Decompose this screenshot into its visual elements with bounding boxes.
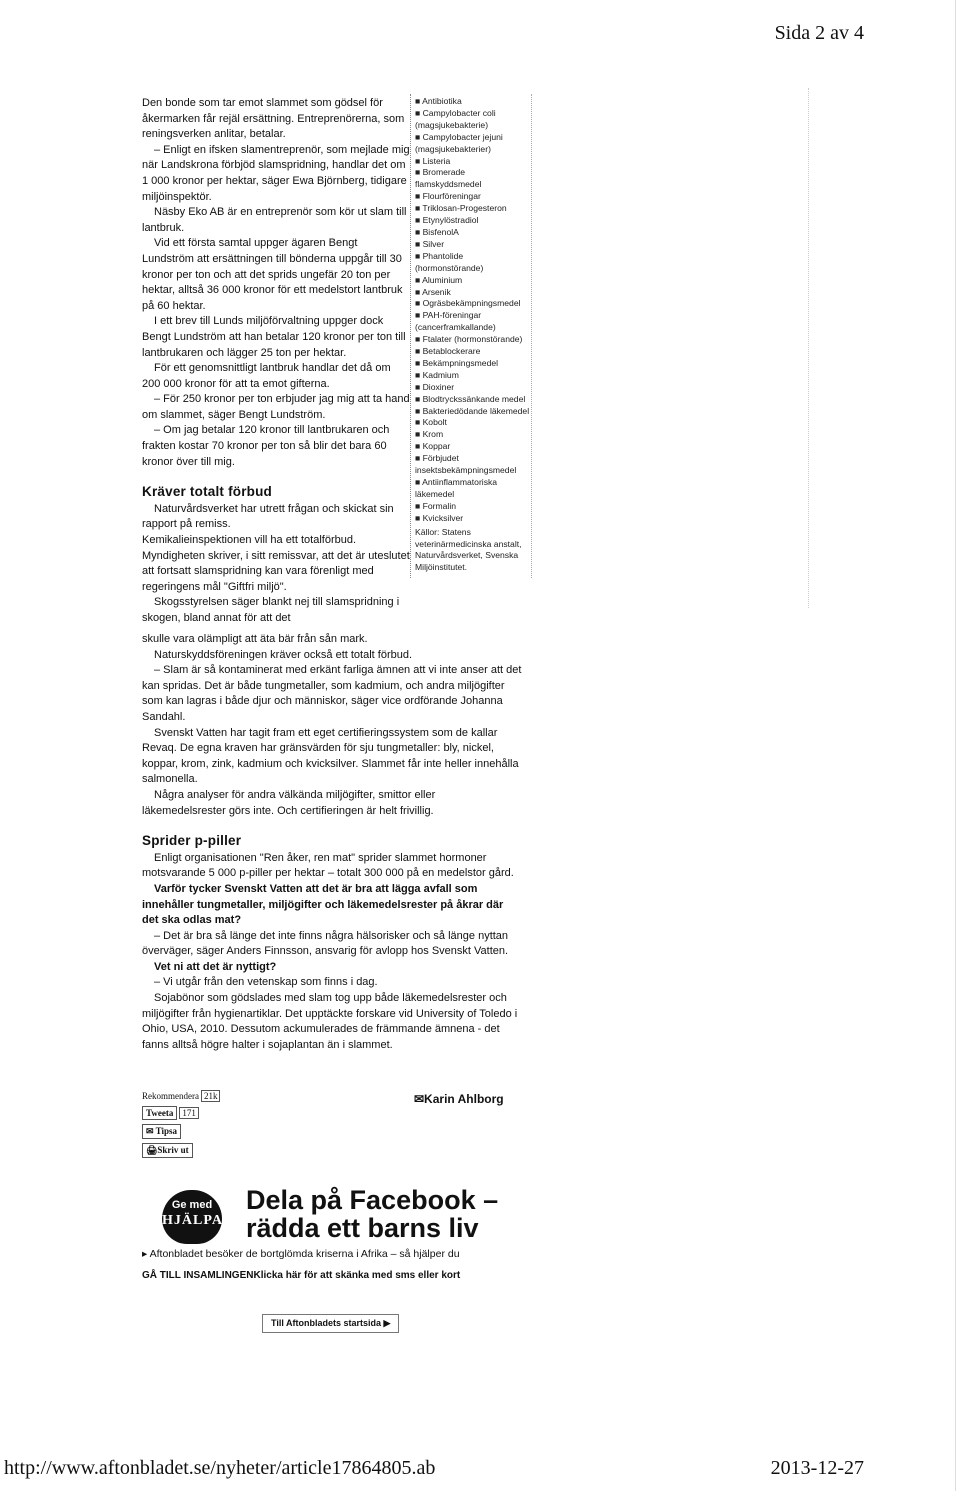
factbox-item: ■ Listeria xyxy=(415,155,451,166)
factbox-item: ■ Förbjudet insektsbekämpningsmedel xyxy=(415,453,517,476)
page-number: Sida 2 av 4 xyxy=(774,22,864,44)
recommend-label[interactable]: Rekommendera xyxy=(142,1091,199,1101)
factbox-item: ■ Antibiotika xyxy=(415,96,462,106)
paragraph: – Om jag betalar 120 kronor till lantbrukaren och frakten kostar 70 kronor per ton så blir det bara 60 kronor över till mig. xyxy=(142,424,390,468)
factbox-item: ■ Formalin xyxy=(415,500,457,511)
factbox-list xyxy=(415,96,531,525)
article-column-2 xyxy=(142,632,522,1053)
paragraph: För ett genomsnittligt lantbruk handlar det då om 200 000 kronor för att ta emot gifterna. xyxy=(142,362,391,390)
paragraph: skulle vara olämpligt att äta bär från sån mark. xyxy=(142,633,368,645)
paragraph: I ett brev till Lunds miljöförvaltning uppger dock Bengt Lundström att han betalar 120 kronor per ton till lantbrukaren och lägger 25 ton per hektar. xyxy=(142,315,406,359)
paragraph: Varför tycker Svenskt Vatten att det är bra att lägga avfall som innehåller tungmetaller, miljögifter och läkemedelsrester på åkrar där det ska odlas mat? xyxy=(142,882,504,927)
factbox-item: ■ Arsenik xyxy=(415,286,451,297)
factbox-item: ■ Phantolide (hormonstörande) xyxy=(415,250,484,273)
paragraph: Naturskyddsföreningen kräver också ett totalt förbud. xyxy=(154,648,413,661)
factbox-item: ■ Kvicksilver xyxy=(415,512,464,523)
tweet-count: 171 xyxy=(179,1107,199,1119)
factbox-item: ■ Koppar xyxy=(415,441,451,452)
article-paragraphs-1 xyxy=(142,96,410,470)
factbox-item: ■ BisfenolA xyxy=(415,226,459,237)
tips-button[interactable]: ✉ Tipsa xyxy=(142,1124,181,1139)
factbox-item: ■ Campylobacter coli (magsjukebakterie) xyxy=(415,107,496,130)
article-paragraphs-2 xyxy=(142,632,522,819)
footer-date: 2013-12-27 xyxy=(770,1457,864,1479)
start-page-button[interactable]: Till Aftonbladets startsida ▶ xyxy=(262,1314,399,1333)
factbox-item: ■ Dioxiner xyxy=(415,381,455,392)
paragraph: Näsby Eko AB är en entreprenör som kör ut slam till lantbruk. xyxy=(142,206,407,234)
article-paragraphs-3 xyxy=(142,851,522,1054)
badge-bottom-text: HJÄLPA xyxy=(162,1213,223,1228)
factbox-substances xyxy=(410,94,532,578)
factbox-item: ■ Bekämpningsmedel xyxy=(415,357,499,368)
factbox-item: ■ Blodtryckssänkande medel xyxy=(415,393,526,404)
paragraph: Vet ni att det är nyttigt? xyxy=(154,960,277,973)
social-buttons xyxy=(142,1090,220,1162)
paragraph: Den bonde som tar emot slammet som gödsel för åkermarken får rejäl ersättning. Entreprenörerna, som reningsverken anlitar, betalar. xyxy=(142,97,405,141)
paragraph: Naturvårdsverket har utrett frågan och skickat sin rapport på remiss. xyxy=(142,502,394,531)
subheading-total-ban: Kräver totalt förbud xyxy=(142,484,273,500)
paragraph: – För 250 kronor per ton erbjuder jag mig att ta hand om slammet, säger Bengt Lundström. xyxy=(142,393,410,421)
factbox-item: ■ Silver xyxy=(415,238,445,249)
factbox-item: ■ Ogräsbekämpningsmedel xyxy=(415,298,521,309)
article-column-1 xyxy=(142,96,410,627)
paragraph: Svenskt Vatten har tagit fram ett eget certifieringssystem som de kallar Revaq. De egna kraven har gränsvärden för sju tungmetaller: bly, nickel, koppar, krom, zink, kadmium och kvicksilver. Slammet får inte heller innehålla salmonella. xyxy=(142,726,519,786)
factbox-item: ■ Bromerade flamskyddsmedel xyxy=(415,167,482,190)
promo-title[interactable]: Dela på Facebook – rädda ett barns liv xyxy=(246,1185,499,1243)
heart-icon xyxy=(162,1190,222,1244)
factbox-item: ■ Betablockerare xyxy=(415,346,481,357)
tweet-button[interactable]: Tweeta xyxy=(142,1106,177,1120)
factbox-item: ■ Ftalater (hormonstörande) xyxy=(415,334,523,345)
factbox-source: Källor: Statens veterinärmedicinska anstalt, Naturvårdsverket, Svenska Miljöinstitutet. xyxy=(415,526,522,573)
print-button[interactable]: 🖨Skriv ut xyxy=(142,1143,193,1158)
factbox-item: ■ Antiinflammatoriska läkemedel xyxy=(415,477,498,499)
paragraph: – Det är bra så länge det inte finns några hälsorisker och så länge nyttan överväger, säger Anders Finnsson, ansvarig för avlopp hos Svenskt Vatten. xyxy=(142,929,509,958)
factbox-item: ■ Flourföreningar xyxy=(415,191,481,202)
page-edge xyxy=(955,0,956,1491)
paragraph: – Enligt en ifsken slamentreprenör, som mejlade mig när Landskrona förbjöd slamspridning, handlar det om 1 000 kronor per hektar, säger Ewa Björnberg, tidigare miljöinspektör. xyxy=(142,143,410,203)
paragraph: Sojabönor som gödslades med slam tog upp både läkemedelsrester och miljögifter från hygienartiklar. Det upptäckte forskare vid University of Toledo i Ohio, USA, 2010. Dessutom ackumulerades de främmande ämnena - det fanns alltså högre halter i sojaplantan än i slammet. xyxy=(142,992,518,1051)
factbox-item: ■ Kadmium xyxy=(415,369,459,380)
recommend-count: 21k xyxy=(201,1090,221,1102)
factbox-item: ■ Etynylöstradiol xyxy=(415,215,479,226)
author-link[interactable]: ✉Karin Ahlborg xyxy=(414,1092,504,1106)
paragraph: Några analyser för andra välkända miljögifter, smittor eller läkemedelsrester görs inte. Och certifieringen är helt frivillig. xyxy=(142,788,436,817)
paragraph: Enligt organisationen "Ren åker, ren mat" sprider slammet hormoner motsvarande 5 000 p-piller per hektar – totalt 300 000 på en medelstor gård. xyxy=(142,851,514,880)
promo-line-2[interactable]: GÅ TILL INSAMLINGENKlicka här för att skänka med sms eller kort xyxy=(142,1270,461,1281)
paragraph: Vid ett första samtal uppger ägaren Bengt Lundström att ersättningen till bönderna uppgår till 30 kronor per ton och att det sprids ungefär 20 ton per hektar, alltså 36 000 kronor för ett medelstort lantbruk på 60 hektar. xyxy=(142,237,403,312)
dotted-guide xyxy=(808,88,809,608)
factbox-item: ■ Triklosan-Progesteron xyxy=(415,203,507,214)
article-paragraphs-1b xyxy=(142,502,410,627)
paragraph: Skogsstyrelsen säger blankt nej till slamspridning i skogen, bland annat för att det xyxy=(142,596,400,624)
factbox-item: ■ Aluminium xyxy=(415,274,463,285)
promo-line-1[interactable]: ▸ Aftonbladet besöker de bortglömda kriserna i Afrika – så hjälper du xyxy=(142,1248,460,1260)
paragraph: – Slam är så kontaminerat med erkänt farliga ämnen att vi inte anser att det kan spridas. Det är både tungmetaller, som kadmium, och andra miljögifter som kan lagras i både djur och människor, säger vice ordförande Johanna Sandahl. xyxy=(142,664,522,723)
factbox-item: ■ Kobolt xyxy=(415,417,447,428)
paragraph: – Vi utgår från den vetenskap som finns i dag. xyxy=(154,976,378,989)
footer-url: http://www.aftonbladet.se/nyheter/article17864805.ab xyxy=(4,1457,436,1479)
factbox-item: ■ Campylobacter jejuni (magsjukebakterier) xyxy=(415,131,503,154)
paragraph: Kemikalieinspektionen vill ha ett totalförbud. Myndigheten skriver, i sitt remissvar, att det är uteslutet att fortsatt slamspridning kan vara förenligt med regeringens mål "Giftfri miljö". xyxy=(142,534,410,593)
factbox-item: ■ Krom xyxy=(415,429,444,440)
factbox-item: ■ PAH-föreningar (cancerframkallande) xyxy=(415,310,496,333)
subheading-p-piller: Sprider p-piller xyxy=(142,833,242,849)
factbox-item: ■ Bakteriedödande läkemedel xyxy=(415,405,530,416)
badge-top-text: Ge med xyxy=(171,1199,213,1211)
